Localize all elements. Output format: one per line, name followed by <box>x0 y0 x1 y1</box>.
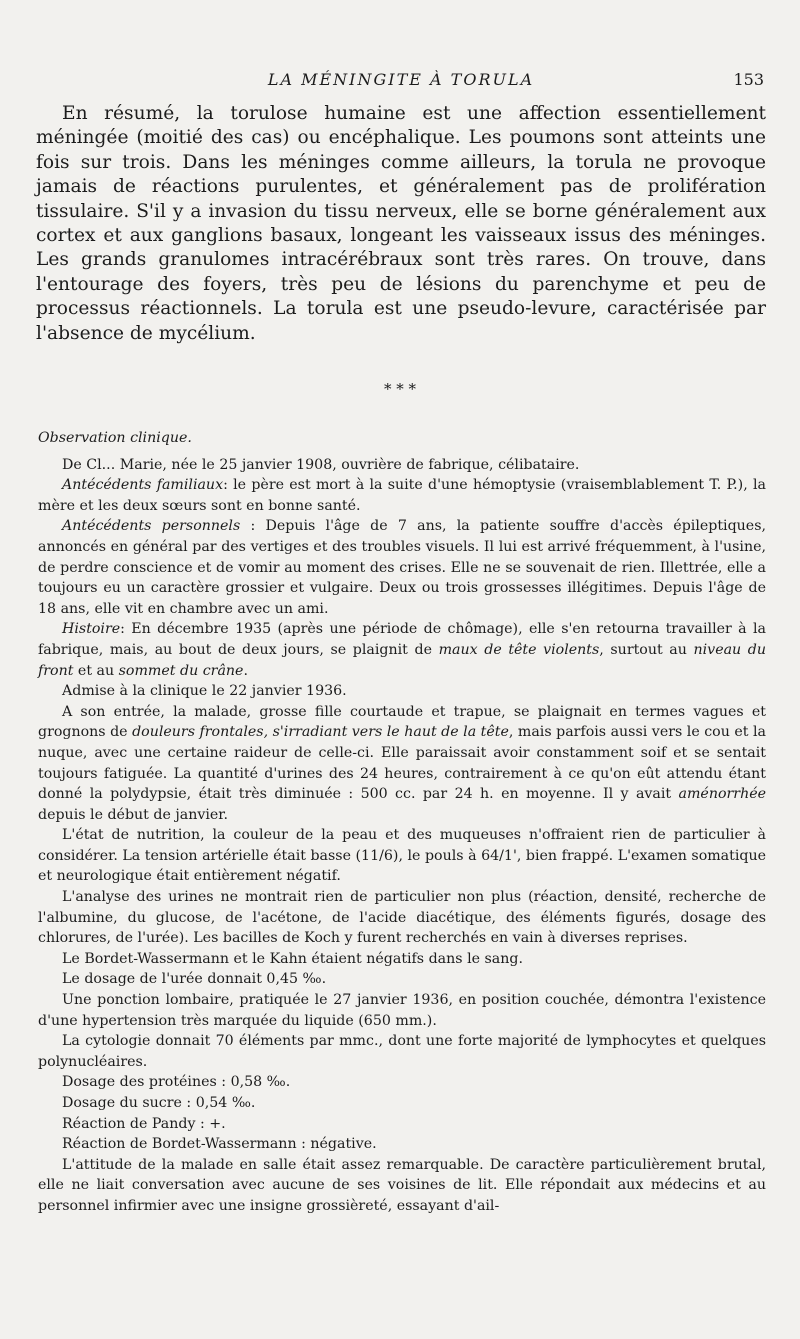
personal-label: Antécédents personnels <box>62 518 241 535</box>
urine-analysis: L'analyse des urines ne montrait rien de particulier non plus (réaction, densité, recherche de l'albumine, du glucose, de l'acétone, de l'acide diacétique, des éléments figurés, dosage des chlorures, de l'urée). Les bacilles de Koch y furent recherchés en vain à diverses reprises. <box>38 889 766 947</box>
familial-text: : le père est mort à la suite d'une hémoptysie (vraisemblablement T. P.), la mère et les deux sœurs sont en bonne santé. <box>38 477 766 514</box>
lumbar-puncture: Une ponction lombaire, pratiquée le 27 janvier 1936, en position couchée, démontra l'existence d'une hypertension très marquée du liquide (650 mm.). <box>38 992 766 1029</box>
sugar-dosage: Dosage du sucre : 0,54 ‰. <box>62 1095 256 1111</box>
entry-text: A son entrée, la malade, grosse fille courtaude et trapue, se plaignait en termes vagues et grognons de <box>38 703 766 741</box>
uree-dosage: Le dosage de l'urée donnait 0,45 ‰. <box>62 971 327 988</box>
admission: Admise à la clinique le 22 janvier 1936. <box>62 683 347 700</box>
page-number: 153 <box>733 70 764 89</box>
bordet-blood: Le Bordet-Wassermann et le Kahn étaient négatifs dans le sang. <box>62 950 523 967</box>
personal-history <box>38 516 766 619</box>
history <box>38 619 766 681</box>
history-emphasis: sommet du crâne <box>118 662 244 679</box>
entry-text: depuis le début de janvier. <box>38 806 229 823</box>
history-text: et au <box>73 662 119 679</box>
protein-dosage: Dosage des protéines : 0,58 ‰. <box>62 1074 291 1091</box>
nutrition-state: L'état de nutrition, la couleur de la peau et des muqueuses n'offraient rien de particulier à considérer. La tension artérielle était basse (11/6), le pouls à 64/1', bien frappé. L'examen somatique et neurologique était entièrement négatif. <box>38 827 766 885</box>
history-emphasis: niveau du front <box>38 641 767 679</box>
familial-label: Antécédents familiaux <box>62 477 224 494</box>
history-text: , surtout au <box>599 641 694 658</box>
history-label: Histoire <box>62 621 121 638</box>
observation-section <box>38 428 766 1217</box>
entry-emphasis: douleurs frontales, s'irradiant vers le haut de la tête <box>132 724 509 741</box>
running-title: LA MÉNINGITE À TORULA <box>267 70 535 89</box>
history-text: . <box>243 662 248 679</box>
history-text: : En décembre 1935 (après une période de chômage), elle s'en retourna travailler à la fabrique, mais, au bout de deux jours, se plaignit de <box>38 621 766 658</box>
entry-state <box>38 702 766 826</box>
familial-history <box>38 475 766 516</box>
pandy-reaction: Réaction de Pandy : +. <box>62 1115 226 1132</box>
entry-emphasis: aménorrhée <box>678 786 766 803</box>
personal-text: : Depuis l'âge de 7 ans, la patiente souffre d'accès épileptiques, annoncés en général par des vertiges et des troubles visuels. Il lui est arrivé fréquemment, à l'usine, de perdre conscience et de vomir au moment des crises. Elle ne se souvenait de rien. Illettrée, elle a toujours eu un caractère grossier et vulgaire. Deux ou trois grossesses illégitimes. Depuis l'âge de 18 ans, elle vit en chambre avec un ami. <box>38 518 766 617</box>
observation-heading: Observation clinique. <box>38 430 192 446</box>
bordet-csf: Réaction de Bordet-Wassermann : négative. <box>62 1136 377 1153</box>
section-separator: * * * <box>383 380 417 398</box>
summary-section <box>36 102 766 346</box>
cytology: La cytologie donnait 70 éléments par mmc., dont une forte majorité de lymphocytes et quelques polynucléaires. <box>38 1033 766 1070</box>
entry-text: , mais parfois aussi vers le cou et la nuque, avec une certaine raideur de celle-ci. Elle paraissait avoir constamment soif et se sentait toujours fatiguée. La quantité d'urines des 24 heures, contrairement à ce qu'on eût attendu étant donné la polydypsie, était très diminuée : 500 cc. par 24 h. en moyenne. Il y avait <box>38 724 766 803</box>
summary-paragraph: En résumé, la torulose humaine est une affection essentiellement méningée (moitié des cas) ou encéphalique. Les poumons sont atteints une fois sur trois. Dans les méninges comme ailleurs, la torula ne provoque jamais de réactions purulentes, et généralement pas de prolifération tissulaire. S'il y a invasion du tissu nerveux, elle se borne généralement aux cortex et aux ganglions basaux, longeant les vaisseaux issus des méninges. Les grands granulomes intracérébraux sont très rares. On trouve, dans l'entourage des foyers, très peu de lésions du parenchyme et peu de processus réactionnels. La torula est une pseudo-levure, caractérisée par l'absence de mycélium. <box>36 103 766 344</box>
running-head <box>38 70 764 96</box>
history-emphasis: maux de tête violents <box>438 641 600 658</box>
patient-identity: De Cl... Marie, née le 25 janvier 1908, ouvrière de fabrique, célibataire. <box>62 456 580 473</box>
attitude: L'attitude de la malade en salle était assez remarquable. De caractère particulièrement brutal, elle ne liait conversation avec aucune de ses voisines de lit. Elle répondait aux médecins et au personnel infirmier avec une insigne grossièreté, essayant d'ail- <box>38 1156 766 1214</box>
